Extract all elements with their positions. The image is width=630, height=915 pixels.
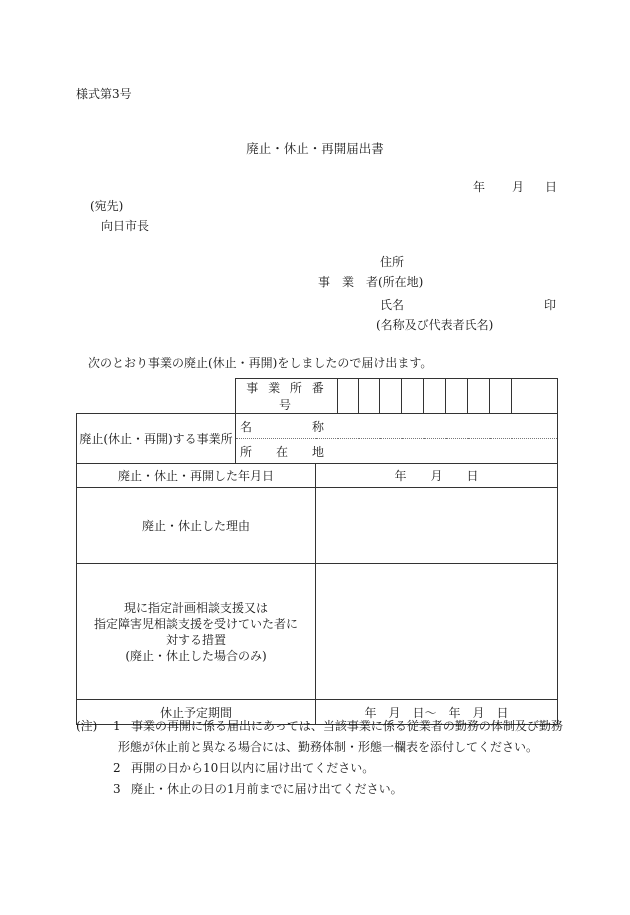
date-year-label: 年 (473, 180, 486, 194)
measures-line: 指定障害児相談支援を受けていた者に (93, 616, 298, 631)
office-number-box[interactable] (468, 379, 490, 414)
facility-location-field[interactable] (236, 439, 558, 464)
note-text: 事業の再開に係る届出にあっては、当該事業に係る従業者の勤務の体制及び勤務 (131, 719, 563, 733)
applicant-operator-label: 事 業 者(所在地) (318, 275, 424, 289)
note-number: 2 (113, 761, 121, 775)
measures-field[interactable] (316, 564, 558, 700)
office-number-box[interactable] (424, 379, 446, 414)
addressee-name: 向日市長 (101, 219, 150, 233)
note-text: 再開の日から10日以内に届け出てください。 (131, 761, 375, 775)
office-number-box[interactable] (490, 379, 512, 414)
date-month-label: 月 (512, 180, 525, 194)
facility-location-label: 所 在 地 (240, 444, 325, 459)
office-number-box[interactable] (380, 379, 402, 414)
facility-row-label: 廃止(休止・再開)する事業所 (77, 414, 236, 464)
period-value[interactable]: 年 月 日～ 年 月 日 (316, 700, 558, 725)
date-row-value[interactable]: 年 月 日 (316, 464, 558, 488)
notes-prefix: (注) (76, 719, 98, 733)
measures-line: (廃止・休止した場合のみ) (125, 648, 267, 663)
note-text: 形態が休止前と異なる場合には、勤務体制・形態一欄表を添付してください。 (118, 740, 539, 754)
reason-field[interactable] (316, 488, 558, 564)
applicant-address-label: 住所 (380, 255, 405, 269)
addressee-label: (宛先) (90, 199, 124, 213)
office-number-box[interactable] (359, 379, 380, 414)
document-title: 廃止・休止・再開届出書 (246, 141, 384, 156)
office-number-box[interactable] (402, 379, 424, 414)
applicant-name-note: (名称及び代表者氏名) (376, 318, 494, 332)
facility-name-label: 名 称 (240, 419, 325, 434)
period-label: 休止予定期間 (77, 700, 316, 725)
note-number: 3 (113, 782, 121, 796)
office-number-label: 事 業 所 番 号 (236, 379, 338, 414)
measures-label (77, 564, 316, 700)
date-day-label: 日 (545, 180, 558, 194)
note-number: 1 (113, 719, 121, 733)
form-number: 様式第3号 (76, 87, 132, 101)
office-number-box[interactable] (446, 379, 468, 414)
intro-text: 次のとおり事業の廃止(休止・再開)をしましたので届け出ます。 (88, 356, 433, 370)
notification-form-table (76, 378, 558, 725)
applicant-name-label: 氏名 (380, 298, 405, 312)
measures-line: 対する措置 (165, 632, 226, 647)
office-number-box[interactable] (338, 379, 359, 414)
blank-corner (77, 379, 236, 414)
seal-mark: 印 (544, 298, 557, 312)
office-number-box[interactable] (512, 379, 558, 414)
date-row-label: 廃止・休止・再開した年月日 (77, 464, 316, 488)
reason-label: 廃止・休止した理由 (77, 488, 316, 564)
note-text: 廃止・休止の日の1月前までに届け出てください。 (131, 782, 403, 796)
measures-line: 現に指定計画相談支援又は (123, 600, 268, 615)
facility-name-field[interactable] (236, 414, 558, 439)
